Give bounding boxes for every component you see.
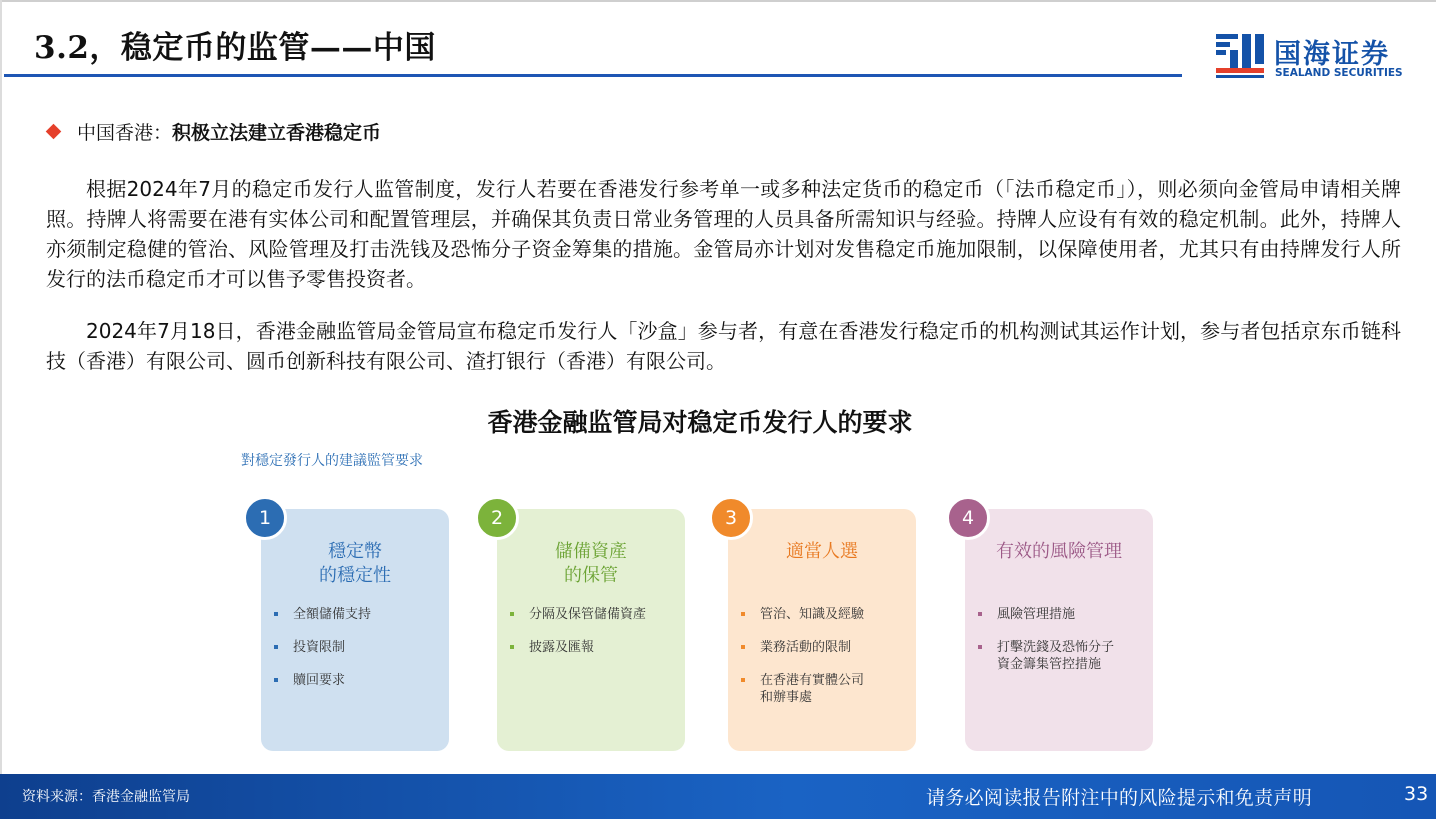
- section-bullet: [48, 118, 381, 145]
- list-item-text: 在香港有實體公司和辦事處: [760, 673, 865, 705]
- requirement-card-custody: [497, 509, 685, 751]
- card-item-list: [978, 606, 1148, 689]
- logo-text-en: SEALAND SECURITIES: [1275, 67, 1403, 79]
- square-bullet-icon: [274, 678, 278, 682]
- page-title: 3.2，稳定币的监管——中国: [34, 30, 436, 66]
- list-item: [510, 606, 680, 623]
- list-item-text: 贖回要求: [293, 673, 346, 688]
- sealand-logo-icon: [1214, 30, 1268, 80]
- card-heading-line1: 穩定幣: [328, 541, 382, 562]
- requirement-card-risk-management: [965, 509, 1153, 751]
- list-item: [978, 639, 1148, 673]
- figure-subtitle: 對穩定發行人的建議監管要求: [241, 453, 423, 469]
- list-item-text: 全額儲備支持: [293, 607, 372, 622]
- diamond-bullet-icon: [46, 124, 62, 140]
- logo-text-cn: 国海证券: [1274, 39, 1390, 70]
- list-item: [510, 639, 680, 656]
- figure-title: 香港金融监管局对稳定币发行人的要求: [487, 408, 913, 437]
- square-bullet-icon: [741, 612, 745, 616]
- list-item-text: 分隔及保管儲備資產: [529, 607, 647, 622]
- list-item: [978, 606, 1148, 623]
- paragraph-sandbox: 2024年7月18日，香港金融监管局金管局宣布稳定币发行人「沙盒」参与者，有意在香港发行稳定币的机构测试其运作计划，参与者包括京东币链科技（香港）有限公司、圆币创新科技有限公司、渣打银行（香港）有限公司。: [46, 319, 1401, 373]
- disclaimer-text: 请务必阅读报告附注中的风险提示和免责声明: [926, 787, 1313, 809]
- square-bullet-icon: [510, 612, 514, 616]
- card-heading-line1: 適當人選: [786, 541, 858, 562]
- card-heading-line1: 儲備資產: [555, 541, 627, 562]
- source-note: 资料来源：香港金融监管局: [22, 789, 190, 805]
- card-heading-line2: 的穩定性: [319, 565, 391, 586]
- list-item-text: 披露及匯報: [529, 640, 595, 655]
- title-underline: [4, 74, 1182, 77]
- card-heading-line2: 的保管: [564, 565, 618, 586]
- card-heading-line1: 有效的風險管理: [996, 541, 1122, 562]
- card-heading: [965, 540, 1153, 564]
- card-item-list: [741, 606, 911, 722]
- card-number-badge: 4: [946, 496, 990, 540]
- list-item-text: 業務活動的限制: [760, 640, 852, 655]
- page-number: 33: [1404, 783, 1429, 805]
- card-number-badge: 1: [243, 496, 287, 540]
- card-number-badge: 3: [709, 496, 753, 540]
- card-heading: [497, 540, 685, 588]
- card-heading: [728, 540, 916, 564]
- square-bullet-icon: [978, 645, 982, 649]
- square-bullet-icon: [274, 645, 278, 649]
- card-item-list: [510, 606, 680, 672]
- square-bullet-icon: [978, 612, 982, 616]
- square-bullet-icon: [510, 645, 514, 649]
- list-item-text: 管治、知識及經驗: [760, 607, 865, 622]
- list-item-text: 風險管理措施: [997, 607, 1076, 622]
- footer-bar: [0, 774, 1436, 819]
- requirement-card-stability: [261, 509, 449, 751]
- list-item: [274, 606, 444, 623]
- card-item-list: [274, 606, 444, 705]
- list-item-text: 投資限制: [293, 640, 346, 655]
- list-item-text: 打擊洗錢及恐怖分子資金籌集管控措施: [997, 640, 1115, 672]
- requirement-card-fit-proper: [728, 509, 916, 751]
- card-number-badge: 2: [475, 496, 519, 540]
- list-item: [274, 639, 444, 656]
- list-item: [274, 672, 444, 689]
- top-border: [0, 0, 1436, 2]
- card-heading: [261, 540, 449, 588]
- bullet-text: 积极立法建立香港稳定币: [172, 122, 382, 144]
- company-logo: [1214, 30, 1419, 82]
- bullet-prefix: 中国香港：: [77, 122, 173, 144]
- square-bullet-icon: [741, 645, 745, 649]
- square-bullet-icon: [274, 612, 278, 616]
- list-item: [741, 606, 911, 623]
- square-bullet-icon: [741, 678, 745, 682]
- list-item: [741, 639, 911, 656]
- paragraph-regulation: 根据2024年7月的稳定币发行人监管制度，发行人若要在香港发行参考单一或多种法定货币的稳定币（「法币稳定币」），则必须向金管局申请相关牌照。持牌人将需要在港有实体公司和配置管理层，并确保其负责日常业务管理的人员具备所需知识与经验。持牌人应设有有效的稳定机制。此外，持牌人亦须制定稳健的管治、风险管理及打击洗钱及恐怖分子资金筹集的措施。金管局亦计划对发售稳定币施加限制，以保障使用者，尤其只有由持牌发行人所发行的法币稳定币才可以售予零售投资者。: [46, 177, 1401, 291]
- list-item: [741, 672, 911, 706]
